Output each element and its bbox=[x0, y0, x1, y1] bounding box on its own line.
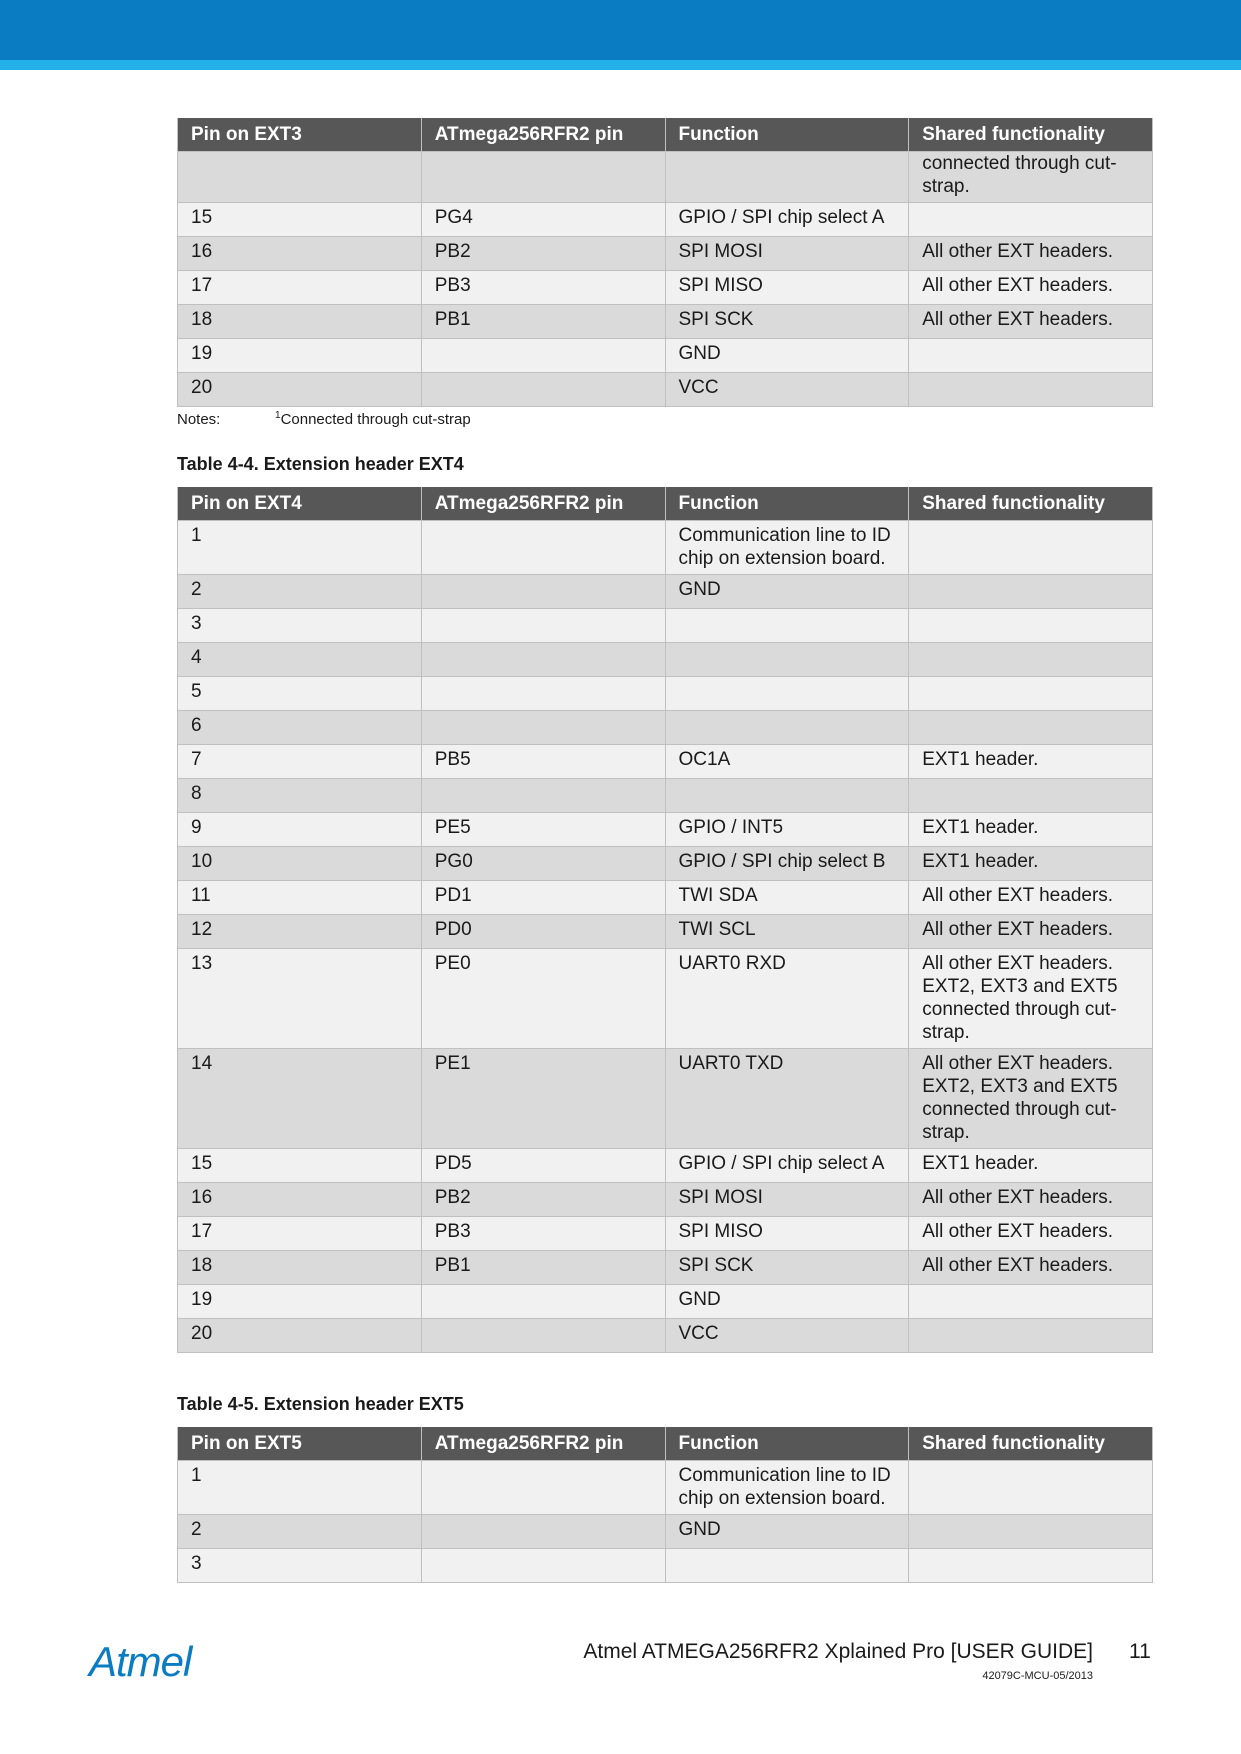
table-cell: All other EXT headers. bbox=[909, 271, 1153, 305]
table-row bbox=[178, 1515, 1153, 1549]
table-cell: SPI MISO bbox=[665, 1217, 909, 1251]
table-row bbox=[178, 881, 1153, 915]
column-header: Shared functionality bbox=[909, 118, 1153, 152]
table-cell: PB2 bbox=[421, 1183, 665, 1217]
table-row bbox=[178, 677, 1153, 711]
table-cell: GND bbox=[665, 339, 909, 373]
table-cell: All other EXT headers. bbox=[909, 237, 1153, 271]
table-row bbox=[178, 305, 1153, 339]
table-cell bbox=[665, 779, 909, 813]
table-cell bbox=[421, 1515, 665, 1549]
table-cell bbox=[665, 609, 909, 643]
table-cell: VCC bbox=[665, 373, 909, 407]
table-cell: SPI MISO bbox=[665, 271, 909, 305]
table-cell: GPIO / SPI chip select B bbox=[665, 847, 909, 881]
table-cell bbox=[909, 1285, 1153, 1319]
table-row bbox=[178, 521, 1153, 575]
atmel-logo: Atmel bbox=[89, 1638, 192, 1685]
table-cell bbox=[909, 677, 1153, 711]
notes-label: Notes: bbox=[177, 411, 221, 428]
table-row bbox=[178, 609, 1153, 643]
table-row bbox=[178, 339, 1153, 373]
table-cell: 12 bbox=[178, 915, 422, 949]
table-cell: 18 bbox=[178, 305, 422, 339]
notes-text: Connected through cut-strap bbox=[280, 411, 471, 428]
table-header-row bbox=[178, 1427, 1153, 1461]
table-cell bbox=[909, 1319, 1153, 1353]
table-cell: PE1 bbox=[421, 1049, 665, 1149]
header-bar bbox=[0, 0, 1241, 60]
table-cell: 15 bbox=[178, 1149, 422, 1183]
table-cell: 1 bbox=[178, 521, 422, 575]
table-cell: 9 bbox=[178, 813, 422, 847]
table-cell: EXT1 header. bbox=[909, 813, 1153, 847]
table-cell: 14 bbox=[178, 1049, 422, 1149]
table-cell: 5 bbox=[178, 677, 422, 711]
table-cell: 1 bbox=[178, 1461, 422, 1515]
table-cell bbox=[421, 373, 665, 407]
table-cell bbox=[421, 575, 665, 609]
table-cell: All other EXT headers. bbox=[909, 1183, 1153, 1217]
table-cell: PD0 bbox=[421, 915, 665, 949]
table-cell: UART0 TXD bbox=[665, 1049, 909, 1149]
table-cell: 4 bbox=[178, 643, 422, 677]
table5-caption: Table 4-5. Extension header EXT5 bbox=[177, 1394, 464, 1414]
column-header: Pin on EXT5 bbox=[178, 1427, 422, 1461]
table-cell: SPI MOSI bbox=[665, 1183, 909, 1217]
table-row bbox=[178, 813, 1153, 847]
table-cell: SPI MOSI bbox=[665, 237, 909, 271]
table-cell: PB3 bbox=[421, 1217, 665, 1251]
table-cell bbox=[421, 779, 665, 813]
column-header: Function bbox=[665, 487, 909, 521]
table-cell bbox=[665, 643, 909, 677]
table-row bbox=[178, 847, 1153, 881]
table-header-row bbox=[178, 487, 1153, 521]
table-cell: 2 bbox=[178, 1515, 422, 1549]
table-cell: GPIO / SPI chip select A bbox=[665, 203, 909, 237]
table-cell: VCC bbox=[665, 1319, 909, 1353]
table-cell bbox=[665, 1549, 909, 1583]
table-cell: 7 bbox=[178, 745, 422, 779]
table-cell: 16 bbox=[178, 237, 422, 271]
table-cell bbox=[421, 677, 665, 711]
table-cell: 18 bbox=[178, 1251, 422, 1285]
table-cell: TWI SCL bbox=[665, 915, 909, 949]
header-stripe bbox=[0, 60, 1241, 70]
table-cell: 3 bbox=[178, 609, 422, 643]
table-row bbox=[178, 1049, 1153, 1149]
table-cell bbox=[909, 203, 1153, 237]
table-cell bbox=[909, 373, 1153, 407]
column-header: Function bbox=[665, 1427, 909, 1461]
table-cell bbox=[421, 1319, 665, 1353]
table-cell: 16 bbox=[178, 1183, 422, 1217]
table-cell: connected through cut-strap. bbox=[909, 152, 1153, 203]
table4-caption: Table 4-4. Extension header EXT4 bbox=[177, 454, 464, 474]
page-number: 11 bbox=[1129, 1640, 1151, 1663]
table-row bbox=[178, 949, 1153, 1049]
table-cell: OC1A bbox=[665, 745, 909, 779]
table-row bbox=[178, 1217, 1153, 1251]
ext5-table bbox=[177, 1427, 1153, 1583]
table-row bbox=[178, 745, 1153, 779]
table-cell bbox=[909, 609, 1153, 643]
notes-superscript: 1 bbox=[275, 410, 281, 421]
table-cell bbox=[421, 711, 665, 745]
ext3-table bbox=[177, 118, 1153, 407]
table-row bbox=[178, 373, 1153, 407]
table-cell bbox=[909, 339, 1153, 373]
table-cell: 2 bbox=[178, 575, 422, 609]
table-cell: All other EXT headers. bbox=[909, 881, 1153, 915]
table-cell: PB3 bbox=[421, 271, 665, 305]
table-cell: 20 bbox=[178, 1319, 422, 1353]
table-cell: PG0 bbox=[421, 847, 665, 881]
table-cell: 19 bbox=[178, 1285, 422, 1319]
footer-doc-number: 42079C-MCU-05/2013 bbox=[982, 1670, 1093, 1682]
table-cell: GPIO / SPI chip select A bbox=[665, 1149, 909, 1183]
table-cell bbox=[909, 521, 1153, 575]
table-cell bbox=[665, 711, 909, 745]
table-cell: All other EXT headers. EXT2, EXT3 and EXT5 connected through cut-strap. bbox=[909, 1049, 1153, 1149]
table-cell bbox=[421, 643, 665, 677]
footer-title: Atmel ATMEGA256RFR2 Xplained Pro [USER GUIDE] bbox=[583, 1640, 1093, 1663]
table-cell bbox=[421, 152, 665, 203]
table-cell bbox=[909, 1515, 1153, 1549]
column-header: Shared functionality bbox=[909, 1427, 1153, 1461]
table-row bbox=[178, 271, 1153, 305]
table-row bbox=[178, 711, 1153, 745]
table-cell: Communication line to ID chip on extension board. bbox=[665, 1461, 909, 1515]
column-header: Pin on EXT3 bbox=[178, 118, 422, 152]
column-header: ATmega256RFR2 pin bbox=[421, 487, 665, 521]
table-row bbox=[178, 1319, 1153, 1353]
ext4-table bbox=[177, 487, 1153, 1353]
table-cell: 10 bbox=[178, 847, 422, 881]
table-cell: All other EXT headers. bbox=[909, 915, 1153, 949]
table-cell: SPI SCK bbox=[665, 1251, 909, 1285]
table-cell bbox=[421, 521, 665, 575]
table-cell: SPI SCK bbox=[665, 305, 909, 339]
table-cell: 13 bbox=[178, 949, 422, 1049]
table-cell: TWI SDA bbox=[665, 881, 909, 915]
table-row bbox=[178, 1461, 1153, 1515]
table-row bbox=[178, 1285, 1153, 1319]
table-cell bbox=[909, 779, 1153, 813]
table-row bbox=[178, 237, 1153, 271]
table-row bbox=[178, 915, 1153, 949]
table-cell: PD5 bbox=[421, 1149, 665, 1183]
table-cell: GND bbox=[665, 1515, 909, 1549]
table-cell: 6 bbox=[178, 711, 422, 745]
table-cell bbox=[421, 1549, 665, 1583]
table-cell: 19 bbox=[178, 339, 422, 373]
column-header: Shared functionality bbox=[909, 487, 1153, 521]
table-cell bbox=[909, 643, 1153, 677]
table-cell: 15 bbox=[178, 203, 422, 237]
table-cell bbox=[421, 1285, 665, 1319]
table-cell: GND bbox=[665, 575, 909, 609]
table-row bbox=[178, 575, 1153, 609]
table-cell: PE5 bbox=[421, 813, 665, 847]
table-cell: All other EXT headers. bbox=[909, 1251, 1153, 1285]
table-cell bbox=[665, 152, 909, 203]
notes bbox=[177, 410, 471, 428]
table-cell: 17 bbox=[178, 271, 422, 305]
column-header: Pin on EXT4 bbox=[178, 487, 422, 521]
table-row bbox=[178, 1149, 1153, 1183]
column-header: ATmega256RFR2 pin bbox=[421, 118, 665, 152]
table-cell: 20 bbox=[178, 373, 422, 407]
table-cell bbox=[178, 152, 422, 203]
table-cell bbox=[665, 677, 909, 711]
table-cell: Communication line to ID chip on extension board. bbox=[665, 521, 909, 575]
table-cell bbox=[909, 575, 1153, 609]
column-header: Function bbox=[665, 118, 909, 152]
table-cell: UART0 RXD bbox=[665, 949, 909, 1049]
table-cell: PB2 bbox=[421, 237, 665, 271]
table-cell bbox=[421, 609, 665, 643]
table-cell: PG4 bbox=[421, 203, 665, 237]
table-cell: EXT1 header. bbox=[909, 1149, 1153, 1183]
table-cell bbox=[421, 1461, 665, 1515]
table-cell bbox=[909, 1461, 1153, 1515]
table-cell: PB5 bbox=[421, 745, 665, 779]
table-row bbox=[178, 1251, 1153, 1285]
table-cell: 3 bbox=[178, 1549, 422, 1583]
table-cell: EXT1 header. bbox=[909, 745, 1153, 779]
column-header: ATmega256RFR2 pin bbox=[421, 1427, 665, 1461]
table-cell: 17 bbox=[178, 1217, 422, 1251]
table-cell: PB1 bbox=[421, 1251, 665, 1285]
table-row bbox=[178, 779, 1153, 813]
table-cell: All other EXT headers. EXT2, EXT3 and EXT5 connected through cut-strap. bbox=[909, 949, 1153, 1049]
table-cell: All other EXT headers. bbox=[909, 1217, 1153, 1251]
table-cell: PE0 bbox=[421, 949, 665, 1049]
table-cell: 8 bbox=[178, 779, 422, 813]
table-cell bbox=[909, 711, 1153, 745]
table-cell: 11 bbox=[178, 881, 422, 915]
table-row bbox=[178, 152, 1153, 203]
table-cell: PD1 bbox=[421, 881, 665, 915]
table-header-row bbox=[178, 118, 1153, 152]
table-cell: GND bbox=[665, 1285, 909, 1319]
table-row bbox=[178, 1183, 1153, 1217]
table-cell: PB1 bbox=[421, 305, 665, 339]
table-cell: All other EXT headers. bbox=[909, 305, 1153, 339]
table-cell: GPIO / INT5 bbox=[665, 813, 909, 847]
table-row bbox=[178, 643, 1153, 677]
table-cell: EXT1 header. bbox=[909, 847, 1153, 881]
table-cell bbox=[909, 1549, 1153, 1583]
table-cell bbox=[421, 339, 665, 373]
table-row bbox=[178, 1549, 1153, 1583]
table-row bbox=[178, 203, 1153, 237]
